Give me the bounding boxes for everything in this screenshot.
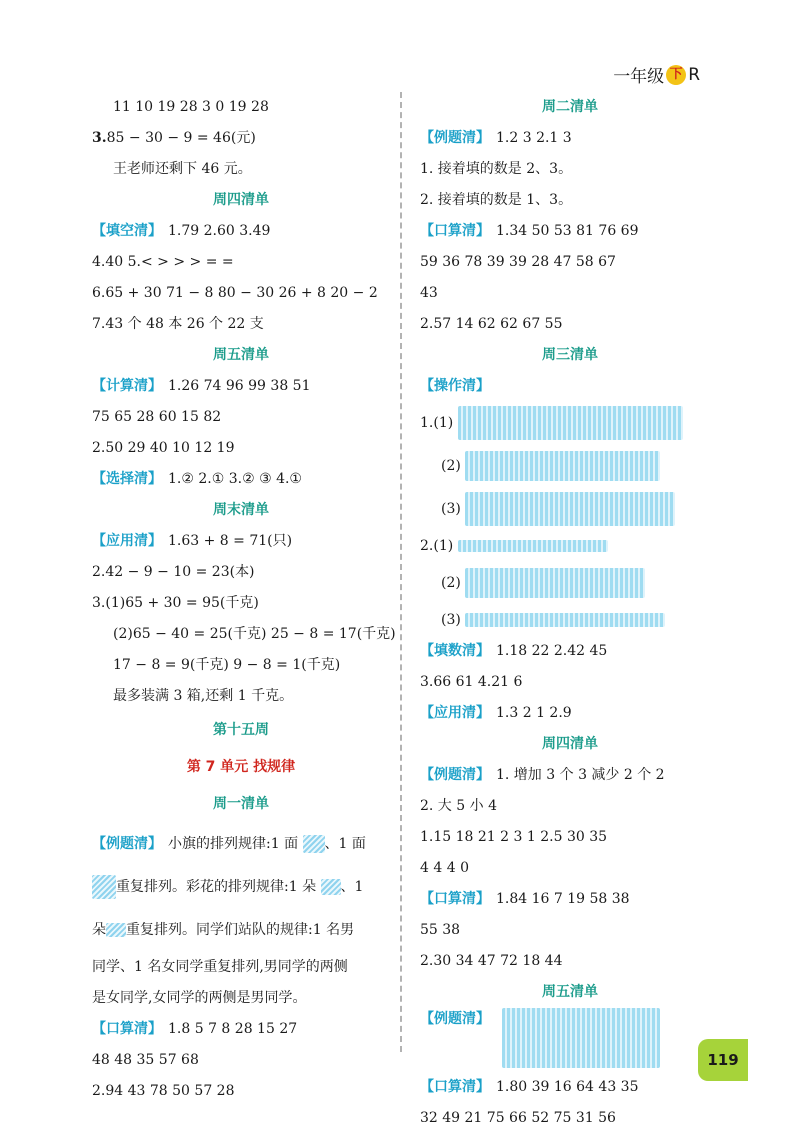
answer-line: 59 36 78 39 39 28 47 58 67 — [420, 254, 616, 270]
answer-line: 17 − 8 = 9(千克) 9 − 8 = 1(千克) — [113, 657, 341, 673]
section-heading: 周一清单 — [213, 796, 269, 812]
category-tag: 【口算清】 — [420, 891, 490, 907]
category-tag: 【应用清】 — [92, 533, 162, 549]
answer-line: 55 38 — [420, 922, 461, 938]
category-tag: 【操作清】 — [420, 378, 490, 394]
answer-line: 【应用清】 1.63 + 8 = 71(只) — [92, 533, 293, 549]
answer-line: 32 49 21 75 66 52 75 31 56 — [420, 1110, 616, 1126]
page-number: 119 — [698, 1039, 748, 1081]
answer-line: 是女同学,女同学的两侧是男同学。 — [92, 990, 307, 1006]
category-tag: 【口算清】 — [420, 223, 490, 239]
answer-line: 重复排列。彩花的排列规律:1 朵 、1 — [92, 866, 390, 909]
left-column — [92, 92, 396, 1107]
answer-line: 4.40 5.< > > > = = — [92, 254, 234, 270]
answer-line: 3.85 − 30 − 9 = 46(元) — [92, 130, 256, 146]
answer-line: 1. 接着填的数是 2、3。 — [420, 161, 573, 177]
pattern-answer-image — [465, 568, 645, 598]
section-heading: 周末清单 — [213, 502, 269, 518]
answer-line: 43 — [420, 285, 438, 301]
flower-pattern-image — [106, 923, 126, 937]
category-tag: 【计算清】 — [92, 378, 162, 394]
answer-line: 最多装满 3 箱,还剩 1 千克。 — [113, 688, 294, 704]
answer-line: 2. 接着填的数是 1、3。 — [420, 192, 573, 208]
answer-line: 王老师还剩下 46 元。 — [113, 161, 252, 177]
unit-title: 第 7 单元 找规律 — [186, 759, 296, 775]
answer-line: 3.66 61 4.21 6 — [420, 674, 523, 690]
answer-line: 【口算清】 1.34 50 53 81 76 69 — [420, 223, 639, 239]
pattern-answer-image — [458, 540, 608, 552]
answer-line: (3) — [420, 488, 720, 531]
answer-line: 朵 重复排列。同学们站队的规律:1 名男 — [92, 922, 355, 938]
pattern-answer-image — [465, 613, 665, 627]
answer-line: 【例题清】 小旗的排列规律:1 面 、1 面 — [92, 836, 366, 852]
grade-volume-badge: 下 — [666, 65, 686, 85]
section-heading: 周二清单 — [542, 99, 598, 115]
pattern-answer-image — [458, 406, 683, 440]
grade-label — [613, 62, 700, 87]
answer-line: 【口算清】 1.8 5 7 8 28 15 27 — [92, 1021, 298, 1037]
answer-line: (2)65 − 40 = 25(千克) 25 − 8 = 17(千克) — [113, 626, 396, 642]
answer-line: 2.42 − 9 − 10 = 23(本) — [92, 564, 255, 580]
answer-line: 【填空清】 1.79 2.60 3.49 — [92, 223, 271, 239]
answer-line: 75 65 28 60 15 82 — [92, 409, 222, 425]
answer-line: 4 4 4 0 — [420, 860, 469, 876]
pattern-answer-image — [502, 1008, 660, 1068]
answer-line: 2. 大 5 小 4 — [420, 798, 497, 814]
answer-line — [420, 371, 720, 402]
section-heading: 周三清单 — [542, 347, 598, 363]
flag-pattern-image — [303, 835, 325, 853]
category-tag: 【例题清】 — [92, 836, 162, 852]
answer-line: (2) — [420, 562, 720, 605]
right-column — [420, 92, 720, 1134]
answer-line: 同学、1 名女同学重复排列,男同学的两侧 — [92, 959, 348, 975]
category-tag: 【填空清】 — [92, 223, 162, 239]
answer-line: 【例题清】 1. 增加 3 个 3 减少 2 个 2 — [420, 767, 665, 783]
pattern-answer-image — [465, 451, 660, 481]
answer-line: 1.(1) — [420, 402, 720, 445]
pattern-answer-image — [465, 492, 675, 526]
category-tag: 【口算清】 — [92, 1021, 162, 1037]
flower-pattern-image — [321, 879, 341, 895]
answer-line: 6.65 + 30 71 − 8 80 − 30 26 + 8 20 − 2 — [92, 285, 378, 301]
section-heading: 周五清单 — [213, 347, 269, 363]
answer-line: 2.(1) — [420, 531, 720, 562]
answer-line: (3) — [420, 605, 720, 636]
answer-line: 2.50 29 40 10 12 19 — [92, 440, 235, 456]
answer-line: 2.30 34 47 72 18 44 — [420, 953, 563, 969]
answer-line: 【填数清】 1.18 22 2.42 45 — [420, 643, 608, 659]
grade-text: 一年级 — [613, 67, 665, 87]
answer-line: 【计算清】 1.26 74 96 99 38 51 — [92, 378, 311, 394]
week-title: 第十五周 — [213, 722, 269, 738]
answer-line: 1.15 18 21 2 3 1 2.5 30 35 — [420, 829, 608, 845]
answer-line: (2) — [420, 445, 720, 488]
category-tag: 【例题清】 — [420, 130, 490, 146]
section-heading: 周四清单 — [542, 736, 598, 752]
answer-line: 3.(1)65 + 30 = 95(千克) — [92, 595, 259, 611]
flag-pattern-image — [92, 875, 116, 899]
answer-line: 【口算清】 1.84 16 7 19 58 38 — [420, 891, 630, 907]
answer-line: 【选择清】 1.② 2.① 3.② ③ 4.① — [92, 471, 302, 487]
category-tag: 【填数清】 — [420, 643, 490, 659]
category-tag: 【例题清】 — [420, 767, 490, 783]
answer-line: 2.57 14 62 62 67 55 — [420, 316, 563, 332]
grade-edition: R — [688, 64, 700, 85]
section-heading: 周四清单 — [213, 192, 269, 208]
answer-line: 2.94 43 78 50 57 28 — [92, 1083, 235, 1099]
column-divider — [400, 92, 402, 1052]
category-tag: 【例题清】 — [420, 1011, 490, 1027]
answer-line — [420, 1008, 720, 1072]
answer-line: 48 48 35 57 68 — [92, 1052, 199, 1068]
section-heading: 周五清单 — [542, 984, 598, 1000]
answer-line: 7.43 个 48 本 26 个 22 支 — [92, 316, 264, 332]
answer-line: 11 10 19 28 3 0 19 28 — [113, 99, 269, 115]
answer-line: 【应用清】 1.3 2 1 2.9 — [420, 705, 572, 721]
answer-line: 【例题清】 1.2 3 2.1 3 — [420, 130, 572, 146]
answer-line: 【口算清】 1.80 39 16 64 43 35 — [420, 1079, 639, 1095]
category-tag: 【选择清】 — [92, 471, 162, 487]
category-tag: 【应用清】 — [420, 705, 490, 721]
category-tag: 【口算清】 — [420, 1079, 490, 1095]
